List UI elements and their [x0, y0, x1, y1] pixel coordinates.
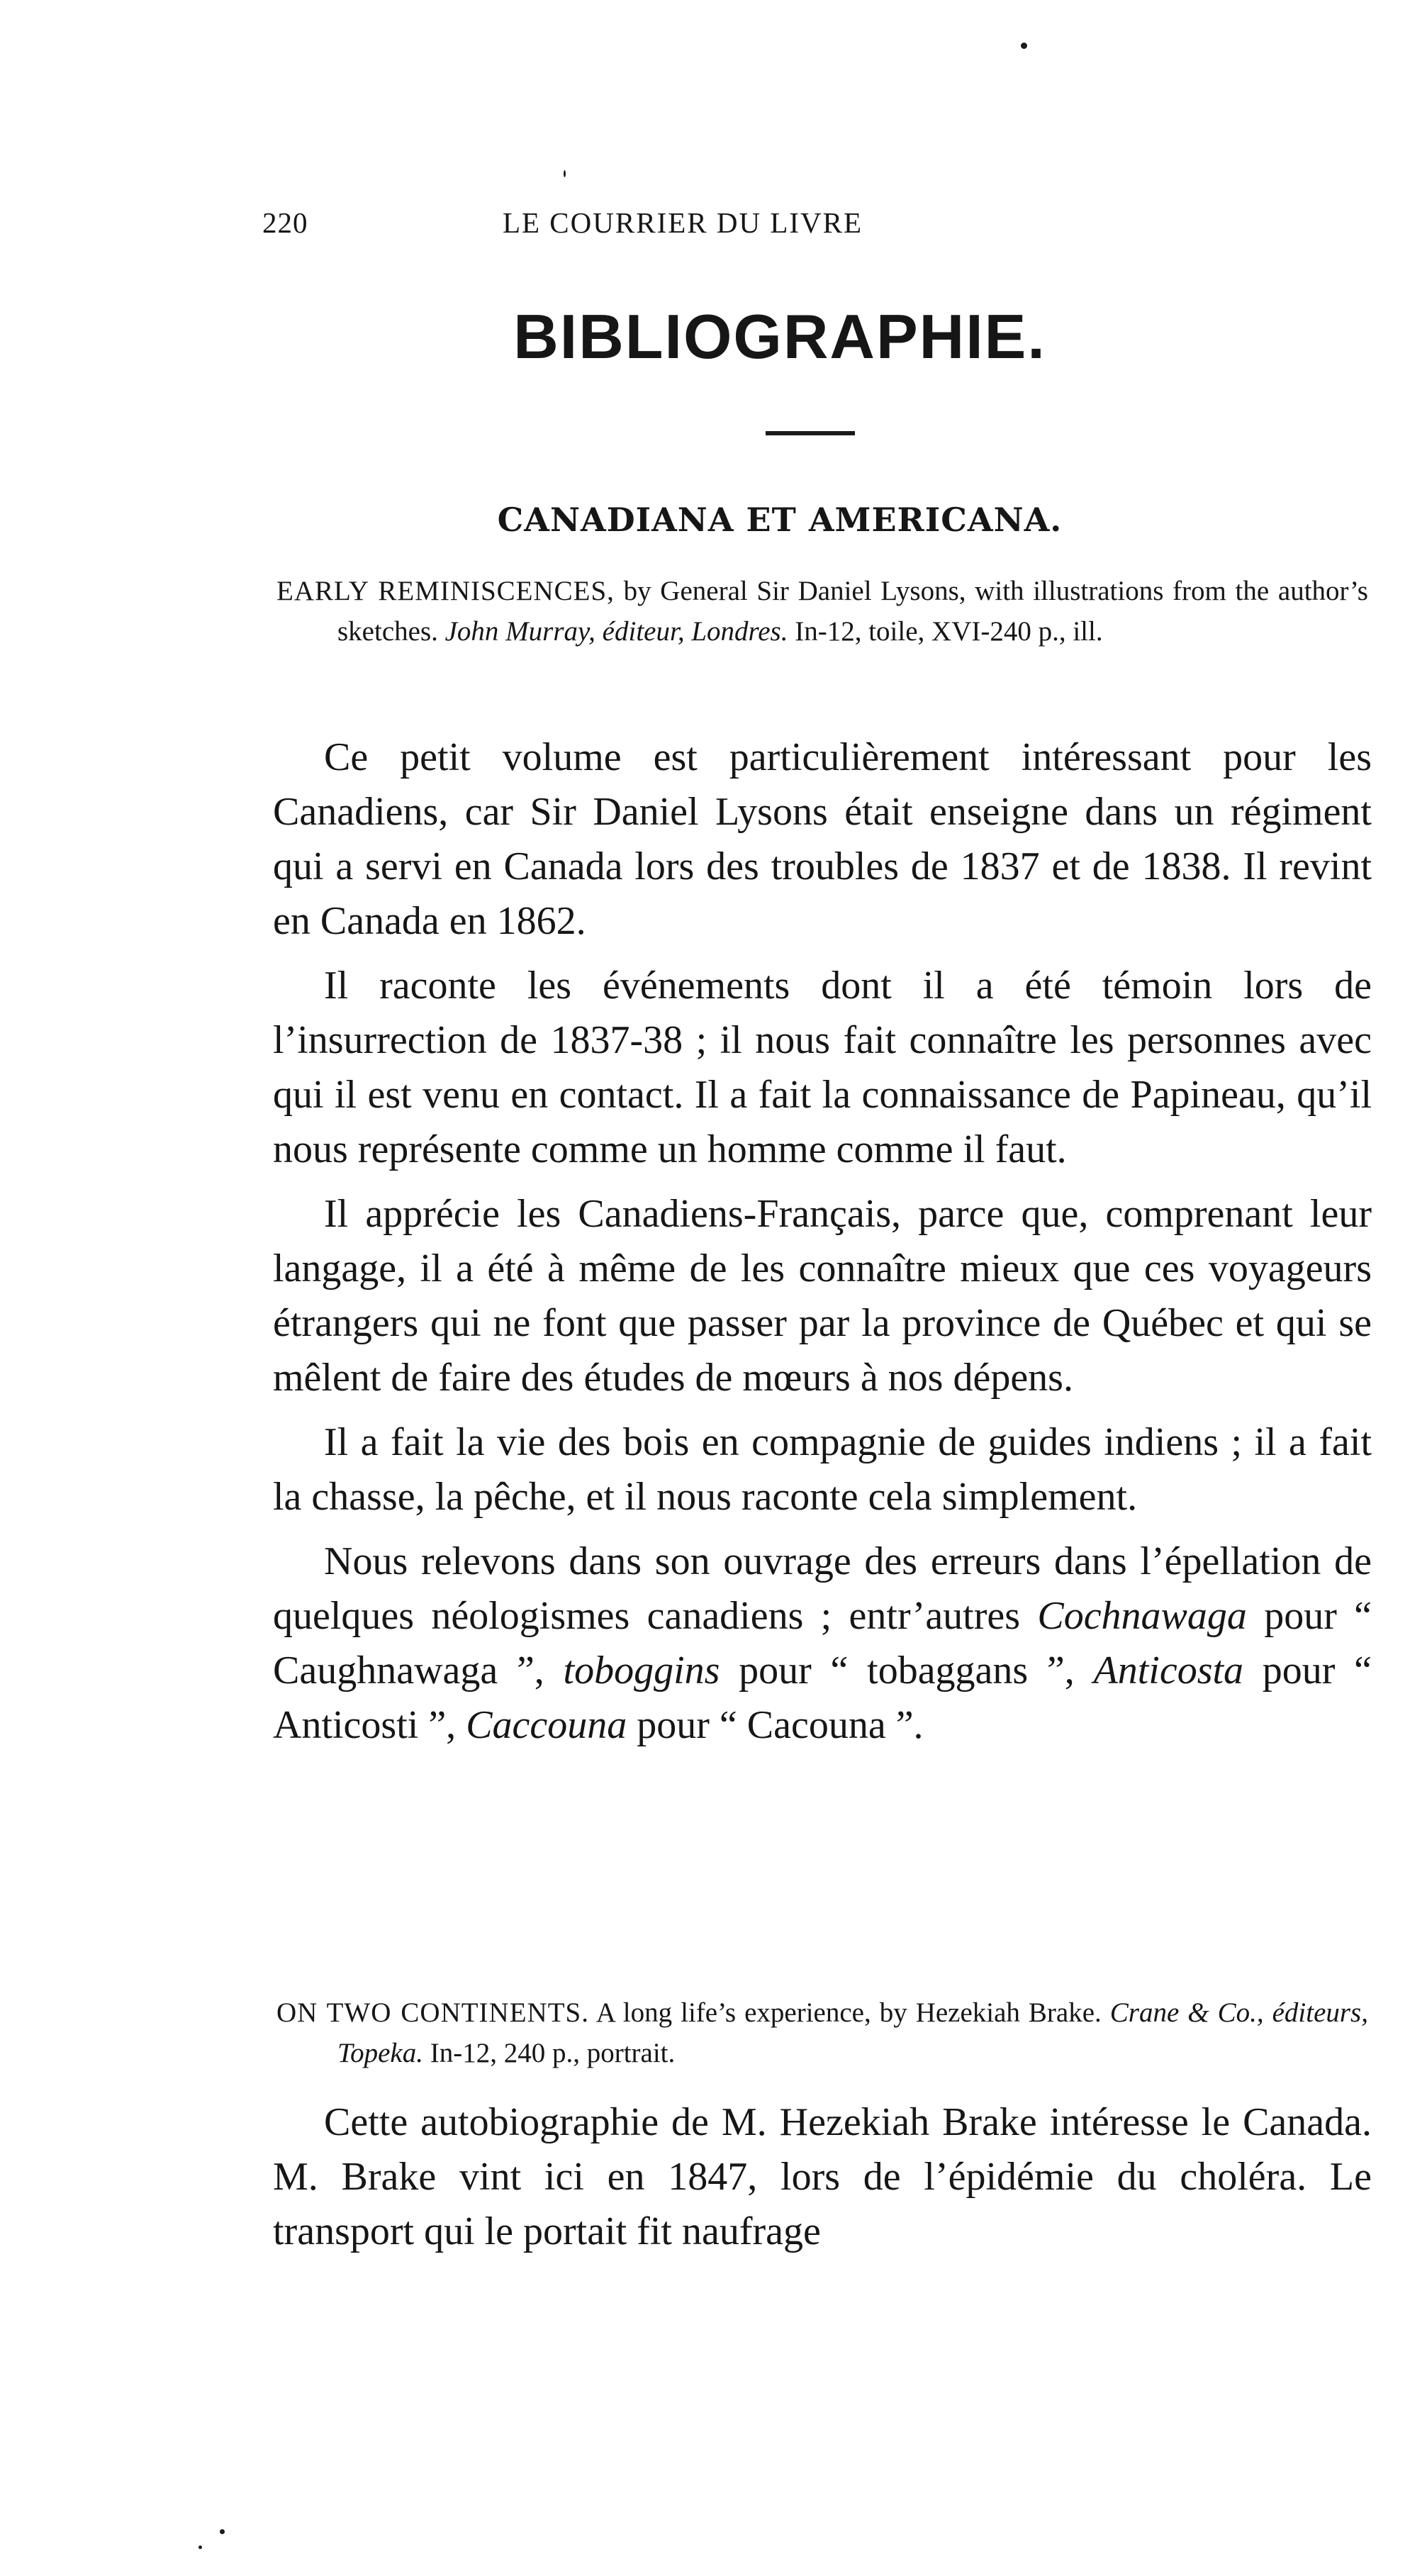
errata-joiner: pour “: [627, 1703, 747, 1747]
review-paragraph: Il apprécie les Canadiens-Français, parce que, comprenant leur langage, il a été à même de les connaître mieux que ces voyageurs étrangers qui ne font que passer par la province de Québec et qui se mêlent de faire des études de mœurs à nos dépens.: [273, 1192, 1372, 1400]
bibliographic-entry: [276, 571, 1368, 652]
errata-wrong-spelling: Caccouna: [466, 1703, 627, 1747]
errata-after: ”,: [1028, 1649, 1094, 1693]
errata-wrong-spelling: Anticosta: [1093, 1649, 1244, 1693]
review-paragraph: Ce petit volume est particulièrement intéressant pour les Canadiens, car Sir Daniel Lysons était enseigne dans un régiment qui a servi en Canada lors des troubles de 1837 et de 1838. Il revint en Canada en 1862.: [273, 735, 1372, 943]
title-divider: [766, 431, 855, 435]
entry-citation: [276, 1992, 1368, 2073]
errata-correct-spelling: tobaggans: [867, 1649, 1029, 1693]
review-body: [273, 730, 1372, 1753]
review-body: [273, 2095, 1372, 2259]
errata-wrong-spelling: toboggins: [563, 1649, 720, 1693]
review-paragraph: Cette autobiographie de M. Hezekiah Brake intéresse le Canada. M. Brake vint ici en 1847, lors de l’épidémie du choléra. Le transport qui le portait fit naufrage: [273, 2100, 1372, 2253]
errata-correct-spelling: Caughnawaga: [273, 1649, 498, 1693]
errata-correct-spelling: Anticosti: [273, 1703, 419, 1747]
errata-intro: Nous relevons dans son ouvrage des erreurs dans l’épellation de quelques néologismes canadiens ; entr’autres: [273, 1539, 1372, 1638]
errata-joiner: pour “: [1246, 1594, 1372, 1638]
entry-book-title: EARLY REMINISCENCES,: [276, 576, 615, 606]
errata-joiner: pour “: [1243, 1649, 1372, 1693]
errata-correct-spelling: Cacouna: [746, 1703, 886, 1747]
entry-publisher: John Murray, éditeur, Londres.: [444, 616, 788, 647]
errata-after: ”,: [418, 1703, 466, 1747]
entry-details: In-12, toile, XVI-240 p., ill.: [788, 616, 1103, 647]
section-title: CANADIANA ET AMERICANA.: [497, 501, 1063, 539]
scan-speck: [1021, 43, 1027, 49]
page-title: BIBLIOGRAPHIE.: [513, 301, 1046, 372]
entry-details: In-12, 240 p., portrait.: [422, 2038, 676, 2068]
bibliographic-entry: [276, 1992, 1368, 2073]
errata-wrong-spelling: Cochnawaga: [1037, 1594, 1247, 1638]
page-number: 220: [262, 206, 308, 239]
running-head: [262, 203, 1049, 242]
scan-speck: [220, 2529, 225, 2534]
entry-publisher: Crane & Co., éditeurs, Topeka.: [337, 1997, 1368, 2068]
entry-citation: [276, 571, 1368, 652]
scan-speck: [198, 2546, 202, 2549]
errata-joiner: pour “: [720, 1649, 868, 1693]
entry-book-title: ON TWO CONTINENTS.: [276, 1997, 589, 2028]
entry-description: A long life’s experience, by Hezekiah Brake.: [588, 1997, 1110, 2028]
review-paragraph-errata: [273, 1534, 1372, 1753]
journal-title: LE COURRIER DU LIVRE: [502, 206, 863, 239]
review-paragraph: Il a fait la vie des bois en compagnie de guides indiens ; il a fait la chasse, la pêche, et il nous raconte cela simplement.: [273, 1420, 1372, 1519]
review-paragraph: Il raconte les événements dont il a été témoin lors de l’insurrection de 1837-38 ; il nous fait connaître les personnes avec qui il est venu en contact. Il a fait la connaissance de Papineau, qu’il nous représente comme un homme comme il faut.: [273, 964, 1372, 1171]
entry-description: by General Sir Daniel Lysons, with illustrations from the author’s sketches.: [337, 576, 1368, 647]
scan-speck: [564, 170, 566, 177]
errata-after: ”,: [498, 1649, 564, 1693]
errata-after: ”.: [885, 1703, 924, 1747]
